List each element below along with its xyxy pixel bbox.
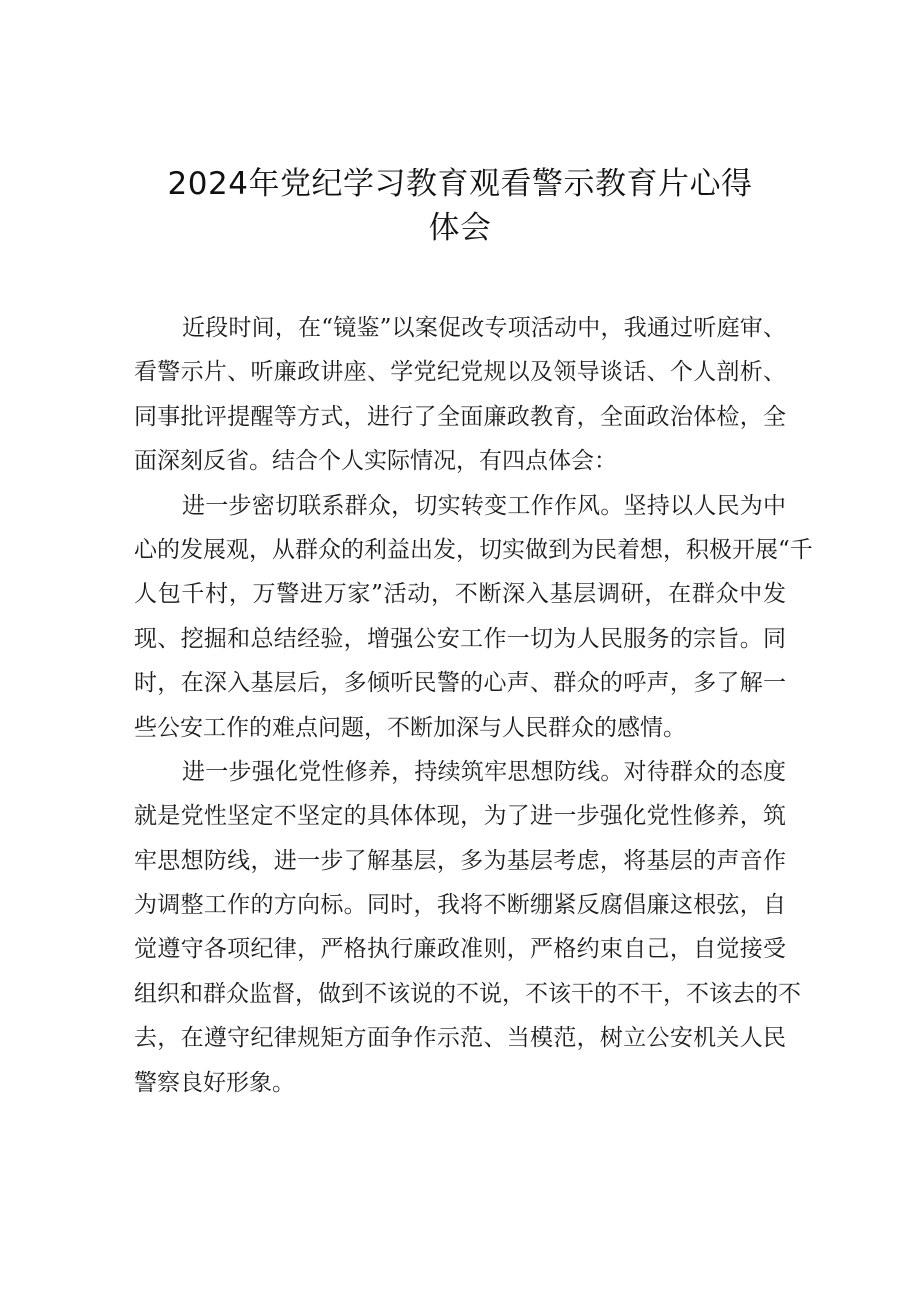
paragraph-line: 组织和群众监督，做到不该说的不说，不该干的不干，不该去的不 [134, 980, 801, 1007]
paragraph-line: 进一步强化党性修养，持续筑牢思想防线。对待群众的态度 [182, 758, 786, 785]
paragraph-line: 心的发展观，从群众的利益出发，切实做到为民着想，积极开展“千 [134, 536, 813, 563]
paragraph-2 [134, 484, 813, 750]
paragraph-line: 面深刻反省。结合个人实际情况，有四点体会： [134, 448, 617, 475]
paragraph-line: 看警示片、听廉政讲座、学党纪党规以及领导谈话、个人剖析、 [134, 359, 786, 386]
paragraph-line: 同事批评提醒等方式，进行了全面廉政教育，全面政治体检，全 [134, 403, 786, 430]
paragraph-line: 去，在遵守纪律规矩方面争作示范、当模范，树立公安机关人民 [134, 1025, 786, 1052]
paragraph-line: 些公安工作的难点问题，不断加深与人民群众的感情。 [134, 714, 686, 741]
paragraph-3 [134, 750, 801, 1105]
paragraph-line: 进一步密切联系群众，切实转变工作作风。坚持以人民为中 [182, 492, 786, 519]
paragraph-line: 警察良好形象。 [134, 1069, 295, 1096]
document-title [130, 162, 790, 250]
paragraph-line: 时，在深入基层后，多倾听民警的心声、群众的呼声，多了解一 [134, 670, 786, 697]
paragraph-line: 为调整工作的方向标。同时，我将不断绷紧反腐倡廉这根弦，自 [134, 892, 786, 919]
paragraph-1 [134, 306, 786, 484]
title-line-1: 2024年党纪学习教育观看警示教育片心得 [167, 166, 753, 202]
paragraph-line: 近段时间，在“镜鉴”以案促改专项活动中，我通过听庭审、 [182, 315, 786, 341]
paragraph-line: 就是党性坚定不坚定的具体体现，为了进一步强化党性修养，筑 [134, 803, 786, 830]
paragraph-line: 人包千村，万警进万家”活动，不断深入基层调研，在群众中发 [134, 581, 786, 608]
paragraph-line: 现、挖掘和总结经验，增强公安工作一切为人民服务的宗旨。同 [134, 625, 786, 652]
title-line-2: 体会 [428, 210, 492, 246]
paragraph-line: 觉遵守各项纪律，严格执行廉政准则，严格约束自己，自觉接受 [134, 936, 786, 963]
document-body [134, 306, 813, 1105]
paragraph-line: 牢思想防线，进一步了解基层，多为基层考虑，将基层的声音作 [134, 847, 786, 874]
